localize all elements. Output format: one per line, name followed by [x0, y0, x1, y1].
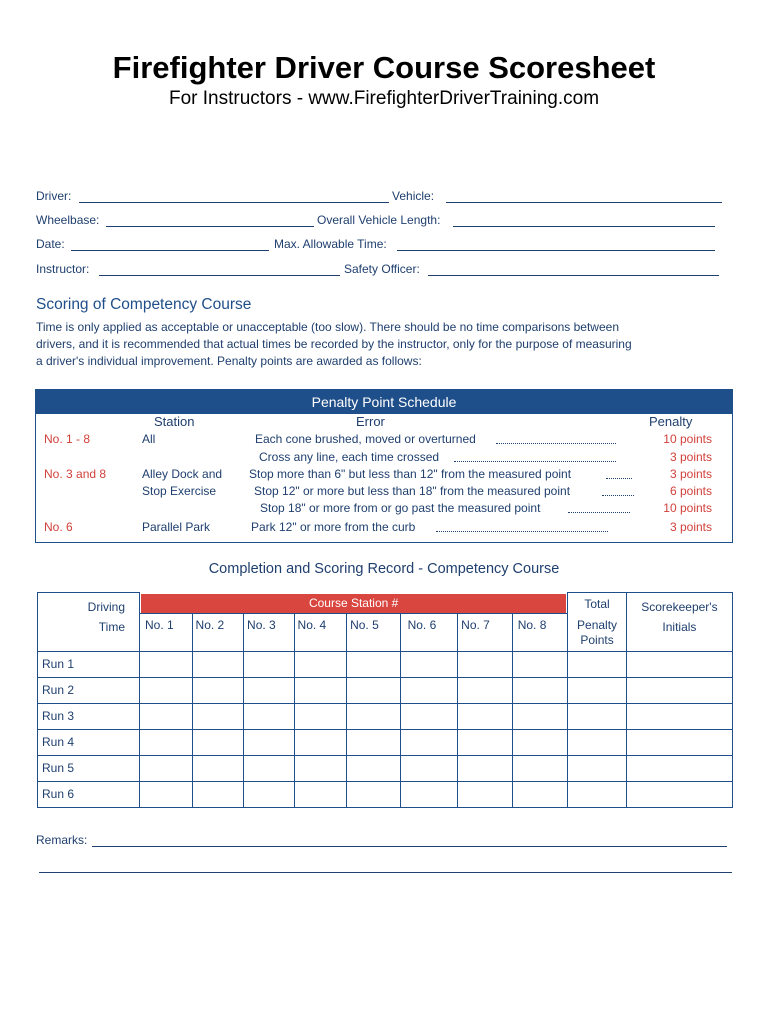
initials-label: Initials	[662, 620, 697, 634]
penalty-points: 3 points	[669, 520, 712, 534]
safety-officer-label: Safety Officer:	[344, 262, 420, 276]
penalty-points: 6 points	[669, 484, 712, 498]
penalty-no: No. 1 - 8	[44, 432, 91, 446]
scoring-line: a driver's individual improvement. Penalty points are awarded as follows:	[36, 354, 422, 368]
total-cell[interactable]	[568, 729, 627, 755]
driving-time-header	[38, 593, 140, 652]
score-cell[interactable]	[294, 729, 347, 755]
initials-cell[interactable]	[626, 677, 732, 703]
penalty-points: 10 points	[663, 432, 712, 446]
score-cell[interactable]	[347, 781, 401, 807]
score-cell[interactable]	[512, 755, 568, 781]
scorekeeper-label: Scorekeeper's	[641, 600, 718, 614]
score-cell[interactable]	[140, 755, 193, 781]
score-cell[interactable]	[294, 703, 347, 729]
overall-length-label: Overall Vehicle Length:	[317, 213, 441, 227]
time-label: Time	[98, 620, 126, 634]
safety-officer-field[interactable]	[428, 275, 719, 276]
total-cell[interactable]	[568, 703, 627, 729]
run-label: Run 6	[38, 781, 140, 807]
page-title: Firefighter Driver Course Scoresheet	[112, 50, 656, 85]
station-header: No. 3	[244, 613, 295, 651]
initials-cell[interactable]	[626, 781, 732, 807]
max-time-field[interactable]	[397, 250, 715, 251]
instructor-label: Instructor:	[36, 262, 90, 276]
station-header: No. 8	[512, 613, 568, 651]
date-label: Date:	[36, 237, 65, 251]
score-cell[interactable]	[192, 729, 244, 755]
penalty-station: Stop Exercise	[142, 484, 217, 498]
run-label: Run 2	[38, 677, 140, 703]
penalty-points: 3 points	[669, 467, 712, 481]
score-cell[interactable]	[400, 703, 458, 729]
remarks-field[interactable]	[92, 846, 727, 847]
total-cell[interactable]	[568, 781, 627, 807]
score-cell[interactable]	[244, 677, 295, 703]
penalty-station: Parallel Park	[142, 520, 211, 534]
score-cell[interactable]	[347, 703, 401, 729]
score-cell[interactable]	[458, 677, 513, 703]
remarks-field-line-2[interactable]	[39, 872, 732, 873]
score-cell[interactable]	[458, 703, 513, 729]
initials-cell[interactable]	[626, 729, 732, 755]
score-cell[interactable]	[512, 677, 568, 703]
station-header: No. 6	[400, 613, 458, 651]
run-label: Run 5	[38, 755, 140, 781]
score-cell[interactable]	[244, 781, 295, 807]
score-cell[interactable]	[400, 651, 458, 677]
score-cell[interactable]	[294, 781, 347, 807]
penalty-points: 3 points	[669, 450, 712, 464]
col-penalty: Penalty	[649, 414, 693, 429]
run-label: Run 3	[38, 703, 140, 729]
station-header: No. 4	[294, 613, 347, 651]
score-cell[interactable]	[192, 703, 244, 729]
score-cell[interactable]	[512, 651, 568, 677]
station-header: No. 2	[192, 613, 244, 651]
score-cell[interactable]	[140, 781, 193, 807]
scoring-line: Time is only applied as acceptable or unacceptable (too slow). There should be no time comparisons between	[36, 320, 619, 334]
penalty-error: Park 12" or more from the curb	[251, 520, 416, 534]
leader-dots	[602, 495, 634, 496]
points-label: Points	[580, 633, 614, 647]
run-label: Run 4	[38, 729, 140, 755]
score-cell[interactable]	[512, 729, 568, 755]
score-cell[interactable]	[244, 755, 295, 781]
score-cell[interactable]	[244, 651, 295, 677]
score-cell[interactable]	[192, 651, 244, 677]
score-cell[interactable]	[512, 781, 568, 807]
score-cell[interactable]	[244, 729, 295, 755]
penalty-error: Stop 12" or more but less than 18" from the measured point	[254, 484, 571, 498]
score-cell[interactable]	[458, 781, 513, 807]
leader-dots	[606, 478, 632, 479]
penalty-no: No. 6	[44, 520, 73, 534]
penalty-label: Penalty	[577, 618, 618, 632]
score-cell[interactable]	[458, 729, 513, 755]
score-cell[interactable]	[400, 729, 458, 755]
record-title: Completion and Scoring Record - Competency Course	[208, 561, 560, 577]
score-cell[interactable]	[458, 755, 513, 781]
date-field[interactable]	[71, 250, 269, 251]
scoring-title: Scoring of Competency Course	[36, 296, 252, 313]
penalty-schedule-title: Penalty Point Schedule	[36, 390, 732, 414]
score-cell[interactable]	[294, 651, 347, 677]
initials-cell[interactable]	[626, 755, 732, 781]
total-penalty-header	[568, 593, 627, 652]
scoring-paragraph	[36, 319, 726, 370]
driving-label: Driving	[87, 600, 126, 614]
col-station: Station	[154, 414, 195, 429]
scoring-record-table	[37, 592, 733, 808]
scorekeeper-header	[626, 593, 732, 652]
score-cell[interactable]	[244, 703, 295, 729]
score-cell[interactable]	[140, 729, 193, 755]
penalty-points: 10 points	[663, 501, 712, 515]
score-cell[interactable]	[140, 703, 193, 729]
station-header: No. 5	[347, 613, 401, 651]
penalty-error: Cross any line, each time crossed	[259, 450, 440, 464]
overall-length-field[interactable]	[453, 226, 715, 227]
page-subtitle: For Instructors - www.FirefighterDriverTraining.com	[168, 88, 600, 109]
score-cell[interactable]	[294, 755, 347, 781]
initials-cell[interactable]	[626, 651, 732, 677]
wheelbase-field[interactable]	[106, 226, 314, 227]
wheelbase-label: Wheelbase:	[36, 213, 100, 227]
leader-dots	[568, 512, 630, 513]
score-cell[interactable]	[347, 651, 401, 677]
score-cell[interactable]	[347, 755, 401, 781]
max-time-label: Max. Allowable Time:	[274, 237, 387, 251]
total-label: Total	[584, 597, 610, 611]
vehicle-label: Vehicle:	[392, 189, 435, 203]
score-cell[interactable]	[458, 651, 513, 677]
score-cell[interactable]	[140, 677, 193, 703]
leader-dots	[436, 531, 608, 532]
score-cell[interactable]	[192, 677, 244, 703]
course-station-header-cell	[140, 593, 568, 614]
course-station-header: Course Station #	[141, 594, 566, 613]
score-cell[interactable]	[347, 677, 401, 703]
driver-field[interactable]	[79, 202, 389, 203]
scoring-line: drivers, and it is recommended that actual times be recorded by the instructor, only for the purpose of measuring	[36, 337, 632, 351]
score-cell[interactable]	[400, 781, 458, 807]
score-cell[interactable]	[140, 651, 193, 677]
penalty-schedule	[35, 389, 733, 543]
penalty-no: No. 3 and 8	[44, 467, 107, 481]
instructor-field[interactable]	[99, 275, 340, 276]
station-header: No. 1	[140, 613, 193, 651]
station-header: No. 7	[458, 613, 513, 651]
penalty-error: Stop more than 6" but less than 12" from the measured point	[249, 467, 572, 481]
leader-dots	[454, 461, 616, 462]
score-cell[interactable]	[294, 677, 347, 703]
penalty-station: All	[142, 432, 156, 446]
penalty-error: Each cone brushed, moved or overturned	[255, 432, 476, 446]
total-cell[interactable]	[568, 677, 627, 703]
col-error: Error	[356, 414, 385, 429]
vehicle-field[interactable]	[446, 202, 722, 203]
penalty-station: Alley Dock and	[142, 467, 223, 481]
penalty-error: Stop 18" or more from or go past the measured point	[260, 501, 541, 515]
driver-label: Driver:	[36, 189, 72, 203]
score-cell[interactable]	[512, 703, 568, 729]
score-cell[interactable]	[192, 755, 244, 781]
run-label: Run 1	[38, 651, 140, 677]
score-cell[interactable]	[400, 755, 458, 781]
leader-dots	[496, 443, 616, 444]
score-cell[interactable]	[347, 729, 401, 755]
remarks-label: Remarks:	[36, 833, 88, 847]
score-cell[interactable]	[400, 677, 458, 703]
total-cell[interactable]	[568, 651, 627, 677]
total-cell[interactable]	[568, 755, 627, 781]
score-cell[interactable]	[192, 781, 244, 807]
initials-cell[interactable]	[626, 703, 732, 729]
